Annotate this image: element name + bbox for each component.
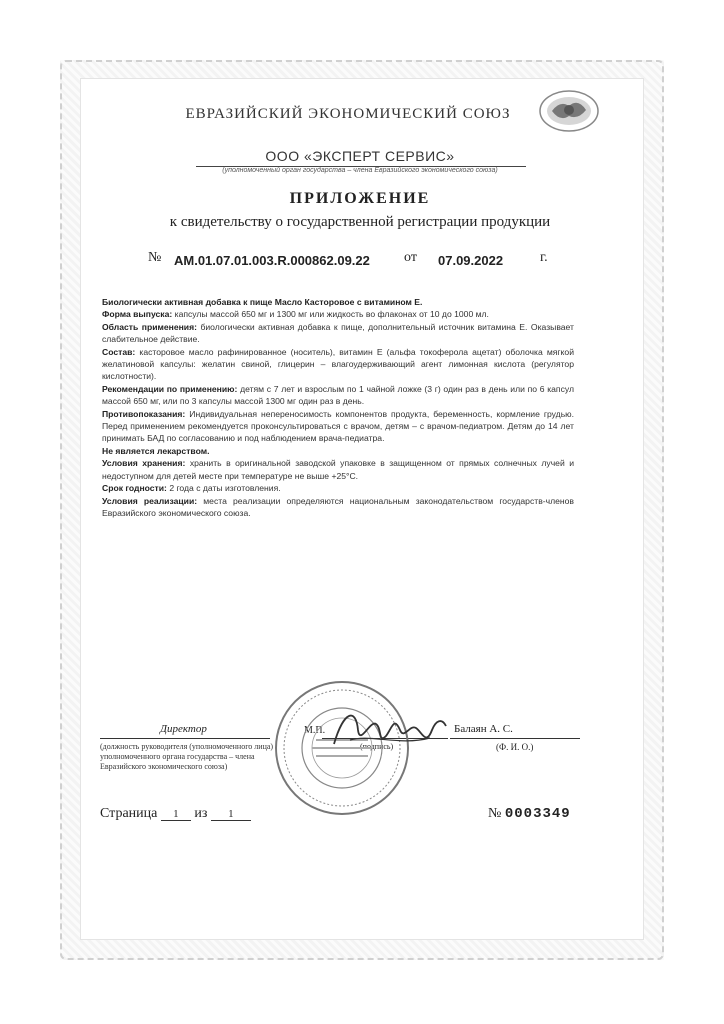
organization-note: (уполномоченный орган государства – члена Евразийского экономического союза): [222, 167, 498, 174]
area-text: биологически активная добавка к пище, дополнительный источник витамина Е. Оказывает слабительное действие.: [102, 321, 574, 345]
signer-position: Директор: [160, 723, 207, 735]
signer-name: Балаян А. С.: [454, 723, 513, 735]
page-counter: [100, 806, 251, 822]
product-description: [102, 296, 574, 519]
contra-text: Индивидуальная непереносимость компонентов продукта, беременность, кормление грудью. Перед применением рекомендуется проконсультироваться с врачом, детям – с врачом-педиатром. Детям до 14 лет принимать БАД по согласованию и под наблюдением врача-педиатра.: [102, 408, 575, 444]
form-text: капсулы массой 650 мг и 1300 мг или жидкость во флаконах от 10 до 1000 мл.: [174, 309, 489, 320]
year-suffix: г.: [540, 250, 548, 265]
shelf-text: 2 года с даты изготовления.: [169, 483, 281, 494]
registration-number: AM.01.07.01.003.R.000862.09.22: [174, 253, 370, 268]
product-name: Биологически активная добавка к пище Масло Касторовое с витамином Е.: [102, 297, 423, 307]
storage-text: хранить в оригинальной заводской упаковке в защищенном от прямых солнечных лучей и недоступном для детей месте при температуре не выше +25°С.: [102, 458, 575, 481]
storage-label: Условия хранения:: [102, 458, 186, 469]
page-label: Страница: [100, 806, 158, 821]
form-label: Форма выпуска:: [102, 309, 173, 320]
sale-label: Условия реализации:: [102, 495, 198, 506]
handwritten-signature: [330, 700, 450, 760]
union-title: ЕВРАЗИЙСКИЙ ЭКОНОМИЧЕСКИЙ СОЮЗ: [185, 106, 511, 122]
signature-note: (подпись): [360, 742, 394, 751]
page-total: 1: [211, 808, 251, 821]
composition-text: касторовое масло рафинированное (носитель), витамин Е (альфа токоферола ацетат) оболочка мягкой желатиновой капсулы: желатин свиной, глицерин – влагоудерживающий агент лимонная кислота (регулятор кислотности).: [102, 346, 574, 382]
not-drug-note: Не является лекарством.: [102, 445, 210, 456]
position-line: [100, 738, 270, 739]
from-word: от: [404, 250, 417, 265]
recommend-text: детям с 7 лет и взрослым по 1 чайной ложке (3 г) один раз в день или по 6 капсул массой 650 мг, или по 3 капсулы массой 1300 мг один раз в день.: [102, 383, 575, 407]
eaeu-emblem-icon: [538, 88, 600, 134]
serial-value: 0003349: [504, 806, 571, 822]
page-current: 1: [161, 808, 191, 821]
registration-row: [148, 250, 568, 272]
serial-sign: №: [488, 806, 502, 821]
position-note: (должность руководителя (уполномоченного лица) уполномоченного органа государства – члена Евразийского экономического союза): [100, 742, 274, 771]
area-label: Область применения:: [102, 321, 197, 332]
composition-label: Состав:: [102, 346, 136, 357]
fio-note: (Ф. И. О.): [496, 742, 534, 752]
registration-date: 07.09.2022: [438, 253, 504, 268]
serial-number: [488, 806, 571, 822]
name-line: [450, 738, 580, 739]
document-title: ПРИЛОЖЕНИЕ: [289, 190, 431, 207]
number-sign: №: [148, 250, 162, 265]
shelf-label: Срок годности:: [102, 483, 167, 494]
recommend-label: Рекомендации по применению:: [102, 383, 238, 394]
seal-place-label: М.П.: [304, 725, 326, 736]
sale-text: места реализации определяются национальным законодательством государств-членов Евразийского экономического союза.: [102, 495, 574, 518]
organization-name: ООО «ЭКСПЕРТ СЕРВИС»: [265, 148, 455, 164]
document-subtitle: к свидетельству о государственной регистрации продукции: [169, 214, 551, 230]
contra-label: Противопоказания:: [102, 408, 186, 419]
page-of: из: [194, 806, 208, 821]
